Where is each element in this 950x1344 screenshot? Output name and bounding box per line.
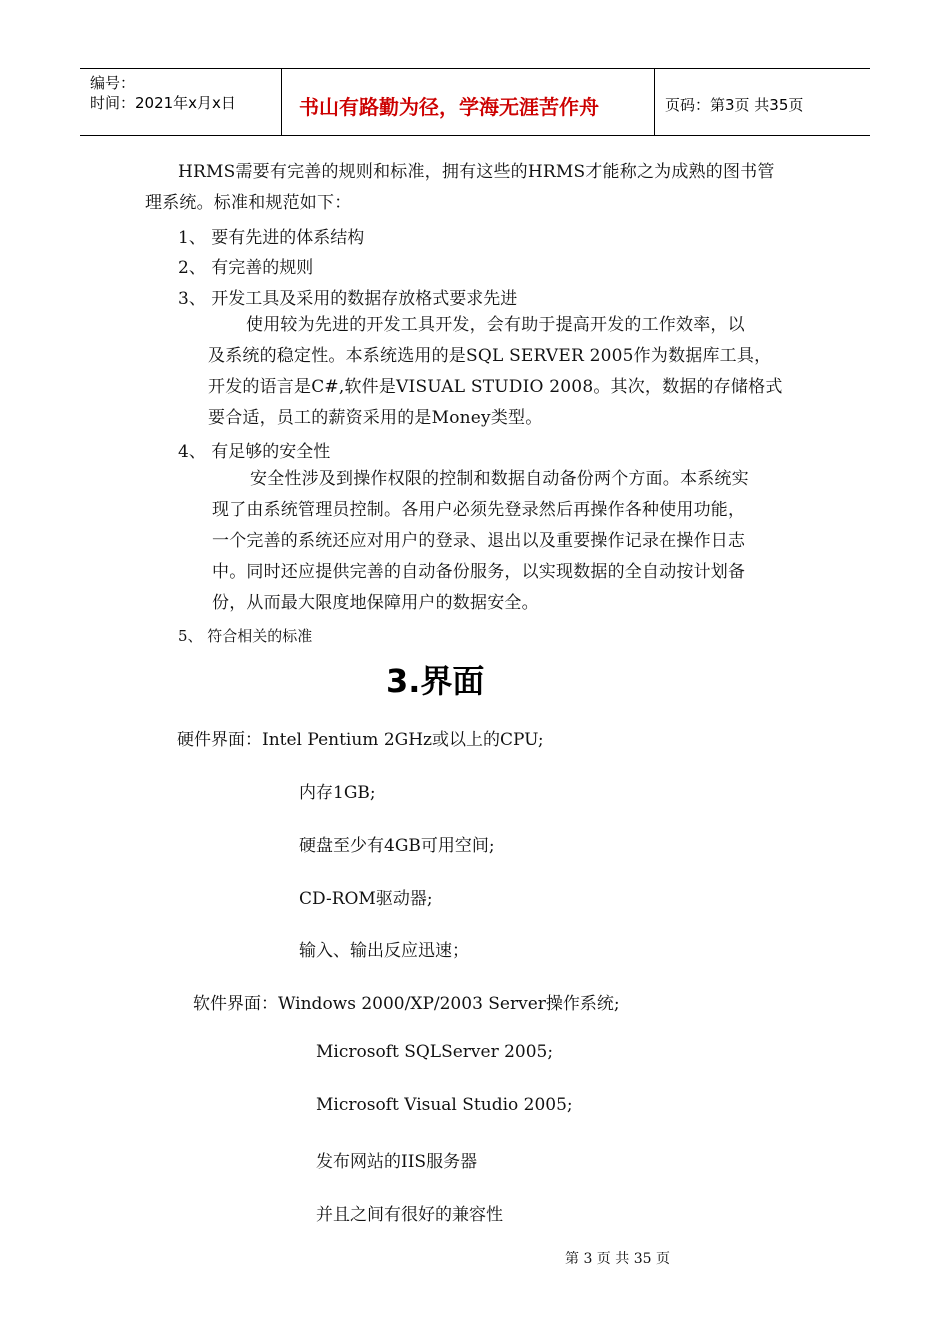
header-number-label: 编号： — [90, 74, 136, 92]
hardware-line-3: 硬盘至少有4GB可用空间; — [299, 836, 495, 856]
software-line-2: Microsoft SQLServer 2005; — [316, 1042, 554, 1062]
header-divider-left — [281, 68, 282, 136]
standard-item-2: 2、 有完善的规则 — [178, 258, 314, 278]
item4-desc-line-2: 现了由系统管理员控制。各用户必须先登录然后再操作各种使用功能， — [212, 500, 746, 520]
item4-desc-line-1: 安全性涉及到操作权限的控制和数据自动备份两个方面。本系统实 — [250, 469, 749, 489]
header-bottom-border — [80, 135, 870, 136]
standard-item-1: 1、 要有先进的体系结构 — [178, 228, 365, 248]
intro-line-2: 理系统。标准和规范如下： — [145, 193, 352, 213]
item4-desc-line-5: 份，从而最大限度地保障用户的数据安全。 — [212, 593, 539, 613]
header-time-label: 时间：2021年x月x日 — [90, 94, 236, 112]
header-divider-right — [654, 68, 655, 136]
software-line-5: 并且之间有很好的兼容性 — [316, 1205, 503, 1225]
software-line-1: 软件界面：Windows 2000/XP/2003 Server操作系统; — [193, 994, 620, 1014]
item3-desc-line-1: 使用较为先进的开发工具开发，会有助于提高开发的工作效率，以 — [246, 315, 745, 335]
item3-desc-line-4: 要合适，员工的薪资采用的是Money类型。 — [208, 408, 543, 428]
item3-desc-line-2: 及系统的稳定性。本系统选用的是SQL SERVER 2005作为数据库工具， — [208, 346, 772, 366]
hardware-line-4: CD-ROM驱动器; — [299, 889, 433, 909]
item4-desc-line-4: 中。同时还应提供完善的自动备份服务，以实现数据的全自动按计划备 — [212, 562, 746, 582]
header-top-border — [80, 68, 870, 69]
software-line-4: 发布网站的IIS服务器 — [316, 1152, 478, 1172]
item4-desc-line-3: 一个完善的系统还应对用户的登录、退出以及重要操作记录在操作日志 — [212, 531, 746, 551]
hardware-line-1: 硬件界面：Intel Pentium 2GHz或以上的CPU; — [177, 730, 544, 750]
hardware-line-5: 输入、输出反应迅速； — [299, 941, 469, 961]
software-line-3: Microsoft Visual Studio 2005; — [316, 1095, 573, 1115]
standard-item-3: 3、 开发工具及采用的数据存放格式要求先进 — [178, 289, 518, 309]
page-footer: 第 3 页 共 35 页 — [565, 1251, 670, 1267]
intro-line-1: HRMS需要有完善的规则和标准，拥有这些的HRMS才能称之为成熟的图书管 — [178, 162, 775, 182]
standard-item-5: 5、 符合相关的标准 — [178, 627, 313, 645]
section-title: 3.界面 — [386, 662, 485, 700]
header-page-label: 页码：第3页 共35页 — [665, 96, 804, 114]
item3-desc-line-3: 开发的语言是C#,软件是VISUAL STUDIO 2008。其次，数据的存储格式 — [208, 377, 783, 397]
hardware-line-2: 内存1GB; — [299, 783, 376, 803]
standard-item-4: 4、 有足够的安全性 — [178, 442, 331, 462]
header-motto: 书山有路勤为径，学海无涯苦作舟 — [299, 95, 599, 119]
